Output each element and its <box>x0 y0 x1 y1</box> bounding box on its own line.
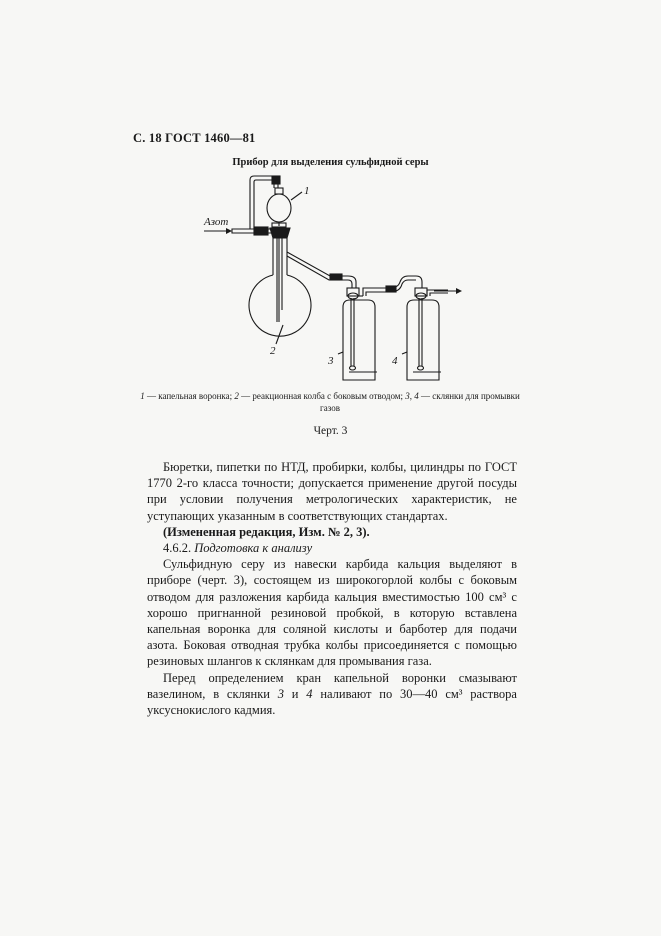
stopper <box>270 228 290 238</box>
apparatus-figure <box>190 170 480 390</box>
paragraph-amendment: (Измененная редакция, Изм. № 2, 3). <box>163 524 370 539</box>
inlet-tube <box>232 229 256 233</box>
label-4: 4 <box>392 355 398 367</box>
paragraph-preparation: Перед определением кран капельной воронки смазывают вазелином, в склянки 3 и 4 наливают по 30—40 см³ раствора уксуснокислого кадмия. <box>147 670 517 718</box>
inlet-rubber-joint <box>254 227 268 235</box>
figure-caption: 1 — капельная воронка; 2 — реакционная колба с боковым отводом; 3, 4 — склянки для промывки газов <box>140 391 520 413</box>
label-nitrogen: Азот <box>204 216 229 228</box>
dropping-funnel <box>267 194 291 222</box>
figure-title: Прибор для выделения сульфидной серы <box>232 157 429 168</box>
section-heading: 4.6.2. Подготовка к анализу <box>163 541 313 556</box>
reaction-flask <box>249 275 311 336</box>
figure-number: Черт. 3 <box>313 425 348 437</box>
outlet-arrow <box>456 288 462 294</box>
label-1: 1 <box>304 185 310 197</box>
body-text <box>147 459 517 718</box>
label-3: 3 <box>328 355 334 367</box>
label-2: 2 <box>270 345 276 357</box>
page-header: С. 18 ГОСТ 1460—81 <box>133 131 256 145</box>
paragraph-equipment: Бюретки, пипетки по НТД, пробирки, колбы, цилиндры по ГОСТ 1770 2-го класса точности; допускается применение другой посуды при условии получения метрологических характеристик, не уступающих указанным в соответствующих стандартах. <box>147 460 517 523</box>
wash-bottle-3 <box>343 300 375 380</box>
paragraph-procedure: Сульфидную серу из навески карбида кальция выделяют в приборе (черт. 3), состоящем из широкогорлой колбы с боковым отводом для разложения карбида кальция вместимостью 100 см³ с хорошо пригнанной резиновой пробкой, в которую вставлена капельная воронка для соляной кислоты и барботер для подачи азота. Боковая отводная трубка колбы присоединяется с помощью резиновых шлангов к склянкам для промывания газа. <box>147 557 517 669</box>
